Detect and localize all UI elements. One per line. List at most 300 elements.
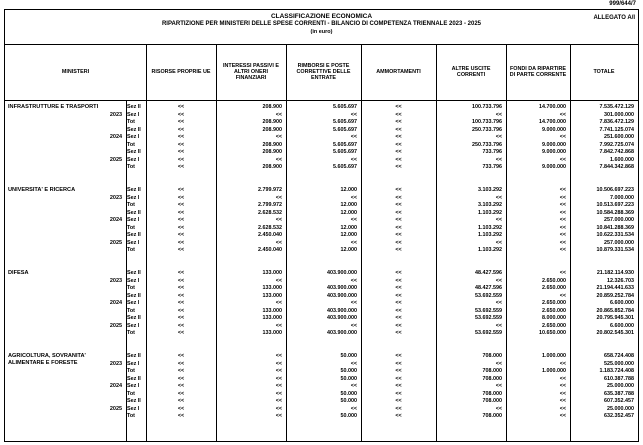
table-cell: 6.600.000 (610, 322, 634, 329)
section-label: Sez II (127, 270, 141, 276)
table-cell: << (177, 232, 185, 239)
table-cell: 1.000.000 (542, 353, 566, 359)
table-cell: 2.628.532 (258, 209, 282, 216)
section-label: Tot (127, 390, 135, 397)
table-cell: 10.879.331.534 (596, 247, 634, 254)
table-cell: << (495, 383, 502, 390)
table-cell: << (275, 383, 282, 390)
table-cell: << (177, 353, 185, 359)
table-cell: << (177, 375, 185, 382)
section-label: Sez I (127, 277, 140, 284)
table-cell: << (177, 368, 185, 375)
table-cell: << (495, 277, 502, 284)
table-cell: << (559, 375, 566, 382)
table-cell: << (395, 224, 402, 231)
table-cell: << (395, 247, 402, 254)
table-row (5, 315, 638, 323)
table-cell: 12.000 (340, 202, 357, 209)
year-label: 2023 (109, 277, 123, 284)
table-cell: 25.000.000 (607, 383, 634, 390)
table-row (5, 142, 638, 150)
year-label: 2025 (109, 156, 123, 163)
table-row (5, 398, 638, 406)
table-cell: << (275, 375, 282, 382)
table-cell: 257.000.000 (604, 217, 634, 224)
section-label: Sez II (127, 126, 141, 133)
table-cell: 2.799.972 (258, 187, 282, 193)
report-frame (4, 9, 639, 442)
table-cell: << (395, 413, 402, 420)
section-label: Tot (127, 164, 135, 171)
table-cell: 5.605.697 (333, 104, 357, 110)
table-cell: << (395, 277, 402, 284)
year-label: 2024 (109, 300, 123, 307)
table-cell: << (177, 111, 185, 118)
section-label: Sez II (127, 187, 141, 193)
ministry-name: INFRASTRUTTURE E TRASPORTI (8, 104, 99, 110)
year-label: 2024 (109, 383, 123, 390)
table-cell: << (395, 368, 402, 375)
table-cell: 10.622.331.534 (596, 232, 634, 239)
table-cell: 208.900 (262, 126, 282, 133)
table-cell: << (395, 217, 402, 224)
table-row (5, 112, 638, 120)
column-header-interessi: INTERESSI PASSIVI E ALTRI ONERI FINANZIARI (223, 63, 279, 81)
table-cell: << (559, 202, 566, 209)
table-cell: 208.900 (262, 119, 282, 126)
report-header (5, 10, 638, 45)
table-cell: 21.182.114.930 (596, 270, 634, 276)
section-label: Sez II (127, 375, 141, 382)
table-cell: << (395, 270, 402, 276)
table-cell: << (395, 126, 402, 133)
table-cell: 257.000.000 (604, 239, 634, 246)
table-cell: 403.900.000 (327, 285, 357, 292)
table-cell: 6.600.000 (610, 300, 634, 307)
table-cell: 20.795.945.301 (596, 315, 634, 322)
table-cell: 10.513.697.223 (596, 202, 634, 209)
table-cell: << (275, 360, 282, 367)
column-header-altre-uscite: ALTRE USCITE CORRENTI (451, 66, 491, 78)
table-cell: << (177, 126, 185, 133)
table-cell: << (395, 164, 402, 171)
table-cell: << (177, 247, 185, 254)
table-cell: 1.183.724.408 (599, 368, 634, 375)
table-cell: << (350, 217, 357, 224)
report-unit: (in euro) (310, 29, 333, 35)
table-cell: 2.650.000 (542, 300, 566, 307)
table-cell: 133.000 (262, 330, 282, 337)
table-cell: << (559, 232, 566, 239)
table-cell: 7.844.342.868 (599, 164, 634, 171)
table-cell: 2.650.000 (542, 285, 566, 292)
table-cell: << (177, 239, 185, 246)
table-cell: << (495, 322, 502, 329)
table-cell: 635.387.788 (604, 390, 634, 397)
table-cell: 5.605.697 (333, 164, 357, 171)
table-cell: 208.900 (262, 164, 282, 171)
table-cell: << (177, 322, 185, 329)
ministry-name: DIFESA (8, 270, 29, 276)
table-cell: << (177, 209, 185, 216)
table-cell: << (177, 164, 185, 171)
table-cell: << (395, 149, 402, 156)
table-cell: 3.103.292 (478, 202, 502, 209)
table-cell: << (395, 232, 402, 239)
table-row (5, 119, 638, 127)
table-cell: 50.000 (340, 375, 357, 382)
table-cell: 2.450.040 (258, 232, 282, 239)
table-cell: 5.605.697 (333, 149, 357, 156)
table-cell: << (350, 360, 357, 367)
table-cell: << (177, 383, 185, 390)
year-label: 2025 (109, 239, 123, 246)
table-cell: << (177, 277, 185, 284)
table-cell: 403.900.000 (327, 307, 357, 314)
column-header-rimborsi: RIMBORSI E POSTE CORRETTIVE DELLE ENTRATE (296, 63, 351, 81)
section-label: Tot (127, 119, 135, 126)
table-cell: << (395, 315, 402, 322)
table-cell: << (559, 239, 566, 246)
section-label: Tot (127, 413, 135, 420)
section-label: Tot (127, 247, 135, 254)
table-row (5, 225, 638, 233)
table-row (5, 323, 638, 331)
table-cell: 733.796 (482, 149, 502, 156)
table-cell: << (395, 390, 402, 397)
table-cell: << (395, 156, 402, 163)
table-cell: 12.000 (340, 247, 357, 254)
table-cell: 250.733.796 (472, 141, 502, 148)
table-cell: << (350, 239, 357, 246)
year-label: 2024 (109, 134, 123, 141)
table-cell: << (395, 360, 402, 367)
table-row (5, 300, 638, 308)
table-cell: 525.000.000 (604, 360, 634, 367)
table-cell: << (350, 111, 357, 118)
table-row (5, 278, 638, 286)
table-cell: 2.450.040 (258, 247, 282, 254)
section-label: Sez I (127, 360, 140, 367)
table-row (5, 376, 638, 384)
table-cell: << (395, 202, 402, 209)
section-label: Sez I (127, 300, 140, 307)
table-cell: << (495, 300, 502, 307)
year-label: 2023 (109, 194, 123, 201)
table-cell: 8.000.000 (542, 315, 566, 322)
table-cell: << (177, 217, 185, 224)
table-cell: << (559, 383, 566, 390)
table-cell: << (395, 111, 402, 118)
table-row (5, 247, 638, 255)
table-cell: 301.000.000 (604, 111, 634, 118)
ministry-name: AGRICOLTURA, SOVRANITA' ALIMENTARE E FORESTE (8, 353, 86, 366)
table-cell: << (177, 285, 185, 292)
table-cell: << (275, 239, 282, 246)
section-label: Sez II (127, 315, 141, 322)
table-cell: << (395, 187, 402, 193)
table-cell: << (559, 209, 566, 216)
table-cell: << (559, 156, 566, 163)
table-cell: << (350, 383, 357, 390)
table-cell: 1.600.000 (610, 156, 634, 163)
table-cell: 1.103.292 (478, 247, 502, 254)
table-row (5, 406, 638, 414)
table-cell: << (559, 217, 566, 224)
table-cell: << (559, 134, 566, 141)
table-cell: 610.387.788 (604, 375, 634, 382)
section-label: Tot (127, 285, 135, 292)
table-cell: 10.584.288.369 (596, 209, 634, 216)
table-cell: << (559, 360, 566, 367)
column-header-risorse: RISORSE PROPRIE UE (151, 69, 211, 75)
section-label: Sez I (127, 405, 140, 412)
section-label: Sez I (127, 111, 140, 118)
table-cell: 708.000 (482, 398, 502, 405)
table-cell: << (395, 194, 402, 201)
table-cell: << (275, 322, 282, 329)
page-code: 999/644/7 (609, 1, 636, 7)
table-cell: 133.000 (262, 285, 282, 292)
column-header-ammortamenti: AMMORTAMENTI (376, 69, 421, 75)
table-cell: 2.650.000 (542, 322, 566, 329)
table-row (5, 413, 638, 421)
table-cell: << (350, 194, 357, 201)
table-cell: << (559, 390, 566, 397)
table-cell: << (395, 134, 402, 141)
table-body (5, 101, 638, 441)
section-label: Sez II (127, 232, 141, 239)
table-cell: << (177, 156, 185, 163)
table-row (5, 149, 638, 157)
table-cell: 14.700.000 (539, 119, 566, 126)
table-cell: << (559, 292, 566, 299)
table-cell: 133.000 (262, 270, 282, 276)
table-cell: 7.836.472.129 (599, 119, 634, 126)
table-cell: << (177, 315, 185, 322)
table-cell: 12.326.703 (607, 277, 634, 284)
section-label: Sez I (127, 383, 140, 390)
table-cell: 5.605.697 (333, 141, 357, 148)
table-cell: 632.352.457 (604, 413, 634, 420)
table-cell: << (275, 413, 282, 420)
section-label: Sez I (127, 322, 140, 329)
table-cell: << (275, 277, 282, 284)
table-row (5, 195, 638, 203)
table-cell: << (495, 156, 502, 163)
table-cell: << (395, 104, 402, 110)
column-header-fondi: FONDI DA RIPARTIRE DI PARTE CORRENTE (509, 66, 567, 78)
table-row (5, 210, 638, 218)
year-label: 2023 (109, 111, 123, 118)
table-cell: 10.506.697.223 (596, 187, 634, 193)
table-cell: << (559, 194, 566, 201)
table-cell: << (395, 209, 402, 216)
table-row (5, 270, 638, 278)
table-cell: 133.000 (262, 307, 282, 314)
table-cell: << (350, 405, 357, 412)
column-header-totale: TOTALE (593, 69, 615, 75)
table-cell: << (395, 285, 402, 292)
table-cell: 708.000 (482, 413, 502, 420)
table-cell: 9.000.000 (542, 164, 566, 171)
table-cell: << (559, 187, 566, 193)
table-cell: 250.733.796 (472, 126, 502, 133)
table-cell: << (275, 353, 282, 359)
section-label: Tot (127, 202, 135, 209)
table-cell: << (275, 398, 282, 405)
table-row (5, 217, 638, 225)
section-label: Sez II (127, 292, 141, 299)
table-cell: 2.650.000 (542, 277, 566, 284)
table-row (5, 164, 638, 172)
table-cell: 53.692.559 (475, 330, 502, 337)
table-cell: << (177, 104, 185, 110)
table-cell: 208.900 (262, 104, 282, 110)
section-label: Sez I (127, 134, 140, 141)
table-cell: << (395, 322, 402, 329)
table-cell: 12.000 (340, 224, 357, 231)
table-cell: << (495, 194, 502, 201)
table-cell: 708.000 (482, 353, 502, 359)
section-label: Sez II (127, 149, 141, 156)
table-cell: 208.900 (262, 149, 282, 156)
report-title: CLASSIFICAZIONE ECONOMICA (270, 13, 373, 20)
table-cell: 607.352.457 (604, 398, 634, 405)
table-cell: << (395, 330, 402, 337)
table-cell: 50.000 (340, 353, 357, 359)
table-row (5, 383, 638, 391)
table-row (5, 361, 638, 369)
table-row (5, 104, 638, 112)
table-cell: << (395, 239, 402, 246)
table-cell: 1.103.292 (478, 209, 502, 216)
table-cell: 53.692.559 (475, 307, 502, 314)
table-cell: 21.194.441.633 (596, 285, 634, 292)
table-cell: << (177, 292, 185, 299)
table-cell: 25.000.000 (607, 405, 634, 412)
table-cell: 2.650.000 (542, 307, 566, 314)
table-cell: << (177, 330, 185, 337)
table-cell: 5.605.697 (333, 126, 357, 133)
table-cell: << (559, 111, 566, 118)
table-cell: 20.802.545.301 (596, 330, 634, 337)
column-header-row (5, 44, 638, 101)
table-cell: << (395, 119, 402, 126)
section-label: Sez II (127, 353, 141, 359)
table-cell: << (177, 405, 185, 412)
table-cell: << (177, 134, 185, 141)
table-cell: 100.733.796 (472, 104, 502, 110)
table-row (5, 391, 638, 399)
table-cell: 251.600.000 (604, 134, 634, 141)
table-row (5, 293, 638, 301)
table-cell: << (395, 292, 402, 299)
section-label: Tot (127, 307, 135, 314)
table-cell: 9.000.000 (542, 141, 566, 148)
table-cell: 9.000.000 (542, 149, 566, 156)
table-cell: 403.900.000 (327, 315, 357, 322)
table-cell: << (177, 307, 185, 314)
table-cell: 50.000 (340, 398, 357, 405)
table-row (5, 330, 638, 338)
table-cell: << (495, 239, 502, 246)
table-cell: 403.900.000 (327, 292, 357, 299)
table-cell: << (350, 134, 357, 141)
section-label: Tot (127, 330, 135, 337)
table-cell: 733.796 (482, 164, 502, 171)
column-header-ministeri: MINISTERI (61, 69, 90, 75)
table-cell: << (350, 322, 357, 329)
table-cell: 10.650.000 (539, 330, 566, 337)
table-cell: 7.535.472.129 (599, 104, 634, 110)
table-cell: << (177, 187, 185, 193)
table-cell: << (559, 247, 566, 254)
report-subtitle: RIPARTIZIONE PER MINISTERI DELLE SPESE CORRENTI - BILANCIO DI COMPETENZA TRIENNALE 2023 - 2025 (161, 21, 482, 27)
table-cell: << (177, 398, 185, 405)
table-cell: 9.000.000 (542, 126, 566, 133)
section-label: Sez II (127, 104, 141, 110)
table-cell: << (177, 224, 185, 231)
table-cell: << (495, 217, 502, 224)
table-cell: << (350, 277, 357, 284)
table-cell: << (177, 119, 185, 126)
table-cell: << (275, 368, 282, 375)
table-cell: << (559, 405, 566, 412)
table-cell: 708.000 (482, 375, 502, 382)
year-label: 2023 (109, 360, 123, 367)
section-label: Sez II (127, 398, 141, 405)
table-cell: 14.700.000 (539, 104, 566, 110)
table-cell: 1.000.000 (542, 368, 566, 375)
table-cell: << (177, 360, 185, 367)
table-row (5, 285, 638, 293)
table-cell: << (395, 375, 402, 382)
table-cell: 7.992.725.074 (599, 141, 634, 148)
table-cell: 50.000 (340, 390, 357, 397)
table-cell: 208.900 (262, 141, 282, 148)
table-cell: << (177, 413, 185, 420)
table-cell: 10.841.288.369 (596, 224, 634, 231)
table-cell: << (559, 413, 566, 420)
table-cell: 5.605.697 (333, 119, 357, 126)
table-cell: 7.741.125.074 (599, 126, 634, 133)
table-cell: << (177, 390, 185, 397)
table-cell: 403.900.000 (327, 330, 357, 337)
table-row (5, 187, 638, 195)
table-cell: 1.103.292 (478, 232, 502, 239)
table-cell: 7.842.742.868 (599, 149, 634, 156)
table-cell: << (177, 149, 185, 156)
table-cell: << (350, 300, 357, 307)
section-label: Tot (127, 141, 135, 148)
table-cell: 133.000 (262, 315, 282, 322)
table-cell: 708.000 (482, 390, 502, 397)
table-cell: << (395, 307, 402, 314)
table-cell: << (559, 398, 566, 405)
table-cell: 133.000 (262, 292, 282, 299)
table-cell: 1.103.292 (478, 224, 502, 231)
table-cell: << (395, 405, 402, 412)
table-cell: 12.000 (340, 232, 357, 239)
section-label: Tot (127, 224, 135, 231)
table-row (5, 240, 638, 248)
table-cell: << (177, 202, 185, 209)
table-row (5, 308, 638, 316)
section-label: Tot (127, 368, 135, 375)
table-cell: << (350, 156, 357, 163)
table-cell: << (275, 156, 282, 163)
